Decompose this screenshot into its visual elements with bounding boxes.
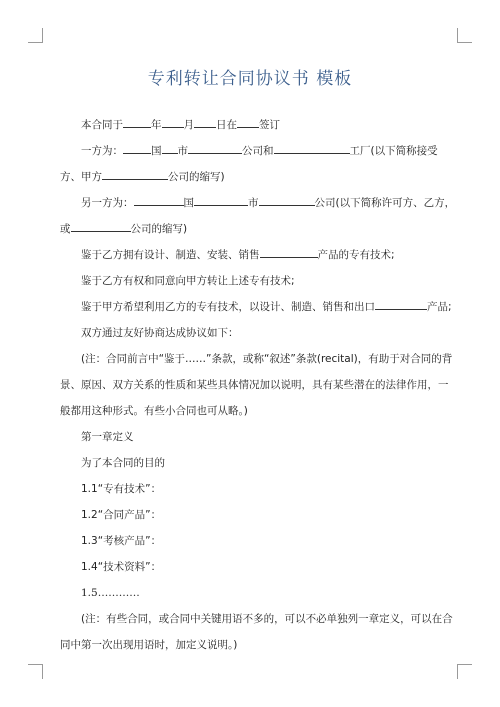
recital-3: 鉴于甲方希望利用乙方的专有技术，以设计、制造、销售和出口 产品; [60,294,450,320]
definition-1-3: 1.3“考核产品”： [81,535,162,547]
contract-date-line: 本合同于 年 月 日在 签订 [60,112,450,138]
crop-mark-top-left [28,28,43,43]
note-2-line-1: (注：有些合同，或合同中关键用语不多的，可以不必单独列一章定义，可以在合 [81,613,453,625]
recital-1: 鉴于乙方拥有设计、制造、安装、销售 产品的专有技术; [60,242,450,268]
document-body [60,112,456,658]
document-title: 专利转让合同协议书 模板 [147,69,353,89]
crop-mark-bottom-left [28,664,43,679]
definition-1-5: 1.5………… [81,587,140,599]
note-1-line-2: 景、原因、双方关系的性质和某些具体情况加以说明，具有某些潜在的法律作用，一 [60,379,449,391]
party-a-line-cont: 方、甲方 公司的缩写) [60,164,450,190]
recital-2: 鉴于乙方有权和同意向甲方转让上述专有技术; [81,275,295,287]
party-b-line-cont: 或 公司的缩写) [60,216,450,242]
agreement-statement: 双方通过友好协商达成协议如下： [81,327,239,339]
purpose-line: 为了本合同的目的 [81,457,165,469]
party-a-line: 一方为： 国 市 公司和 工厂(以下简称接受 [60,138,450,164]
crop-mark-bottom-right [457,664,472,679]
party-b-line: 另一方为： 国 市 公司(以下简称许可方、乙方， [60,190,450,216]
definition-1-2: 1.2“合同产品”： [81,509,162,521]
definition-1-4: 1.4“技术资料”： [81,561,162,573]
note-1-line-3: 般都用这种形式。有些小合同也可从略。) [60,405,248,417]
note-2-line-2: 同中第一次出现用语时，加定义说明。) [60,639,238,651]
chapter-heading: 第一章定义 [81,431,134,443]
definition-1-1: 1.1“专有技术”： [81,483,162,495]
note-1-line-1: (注：合同前言中“鉴于……”条款，或称“叙述”条款(recital)，有助于对合同的背 [81,353,453,365]
crop-mark-top-right [457,28,472,43]
